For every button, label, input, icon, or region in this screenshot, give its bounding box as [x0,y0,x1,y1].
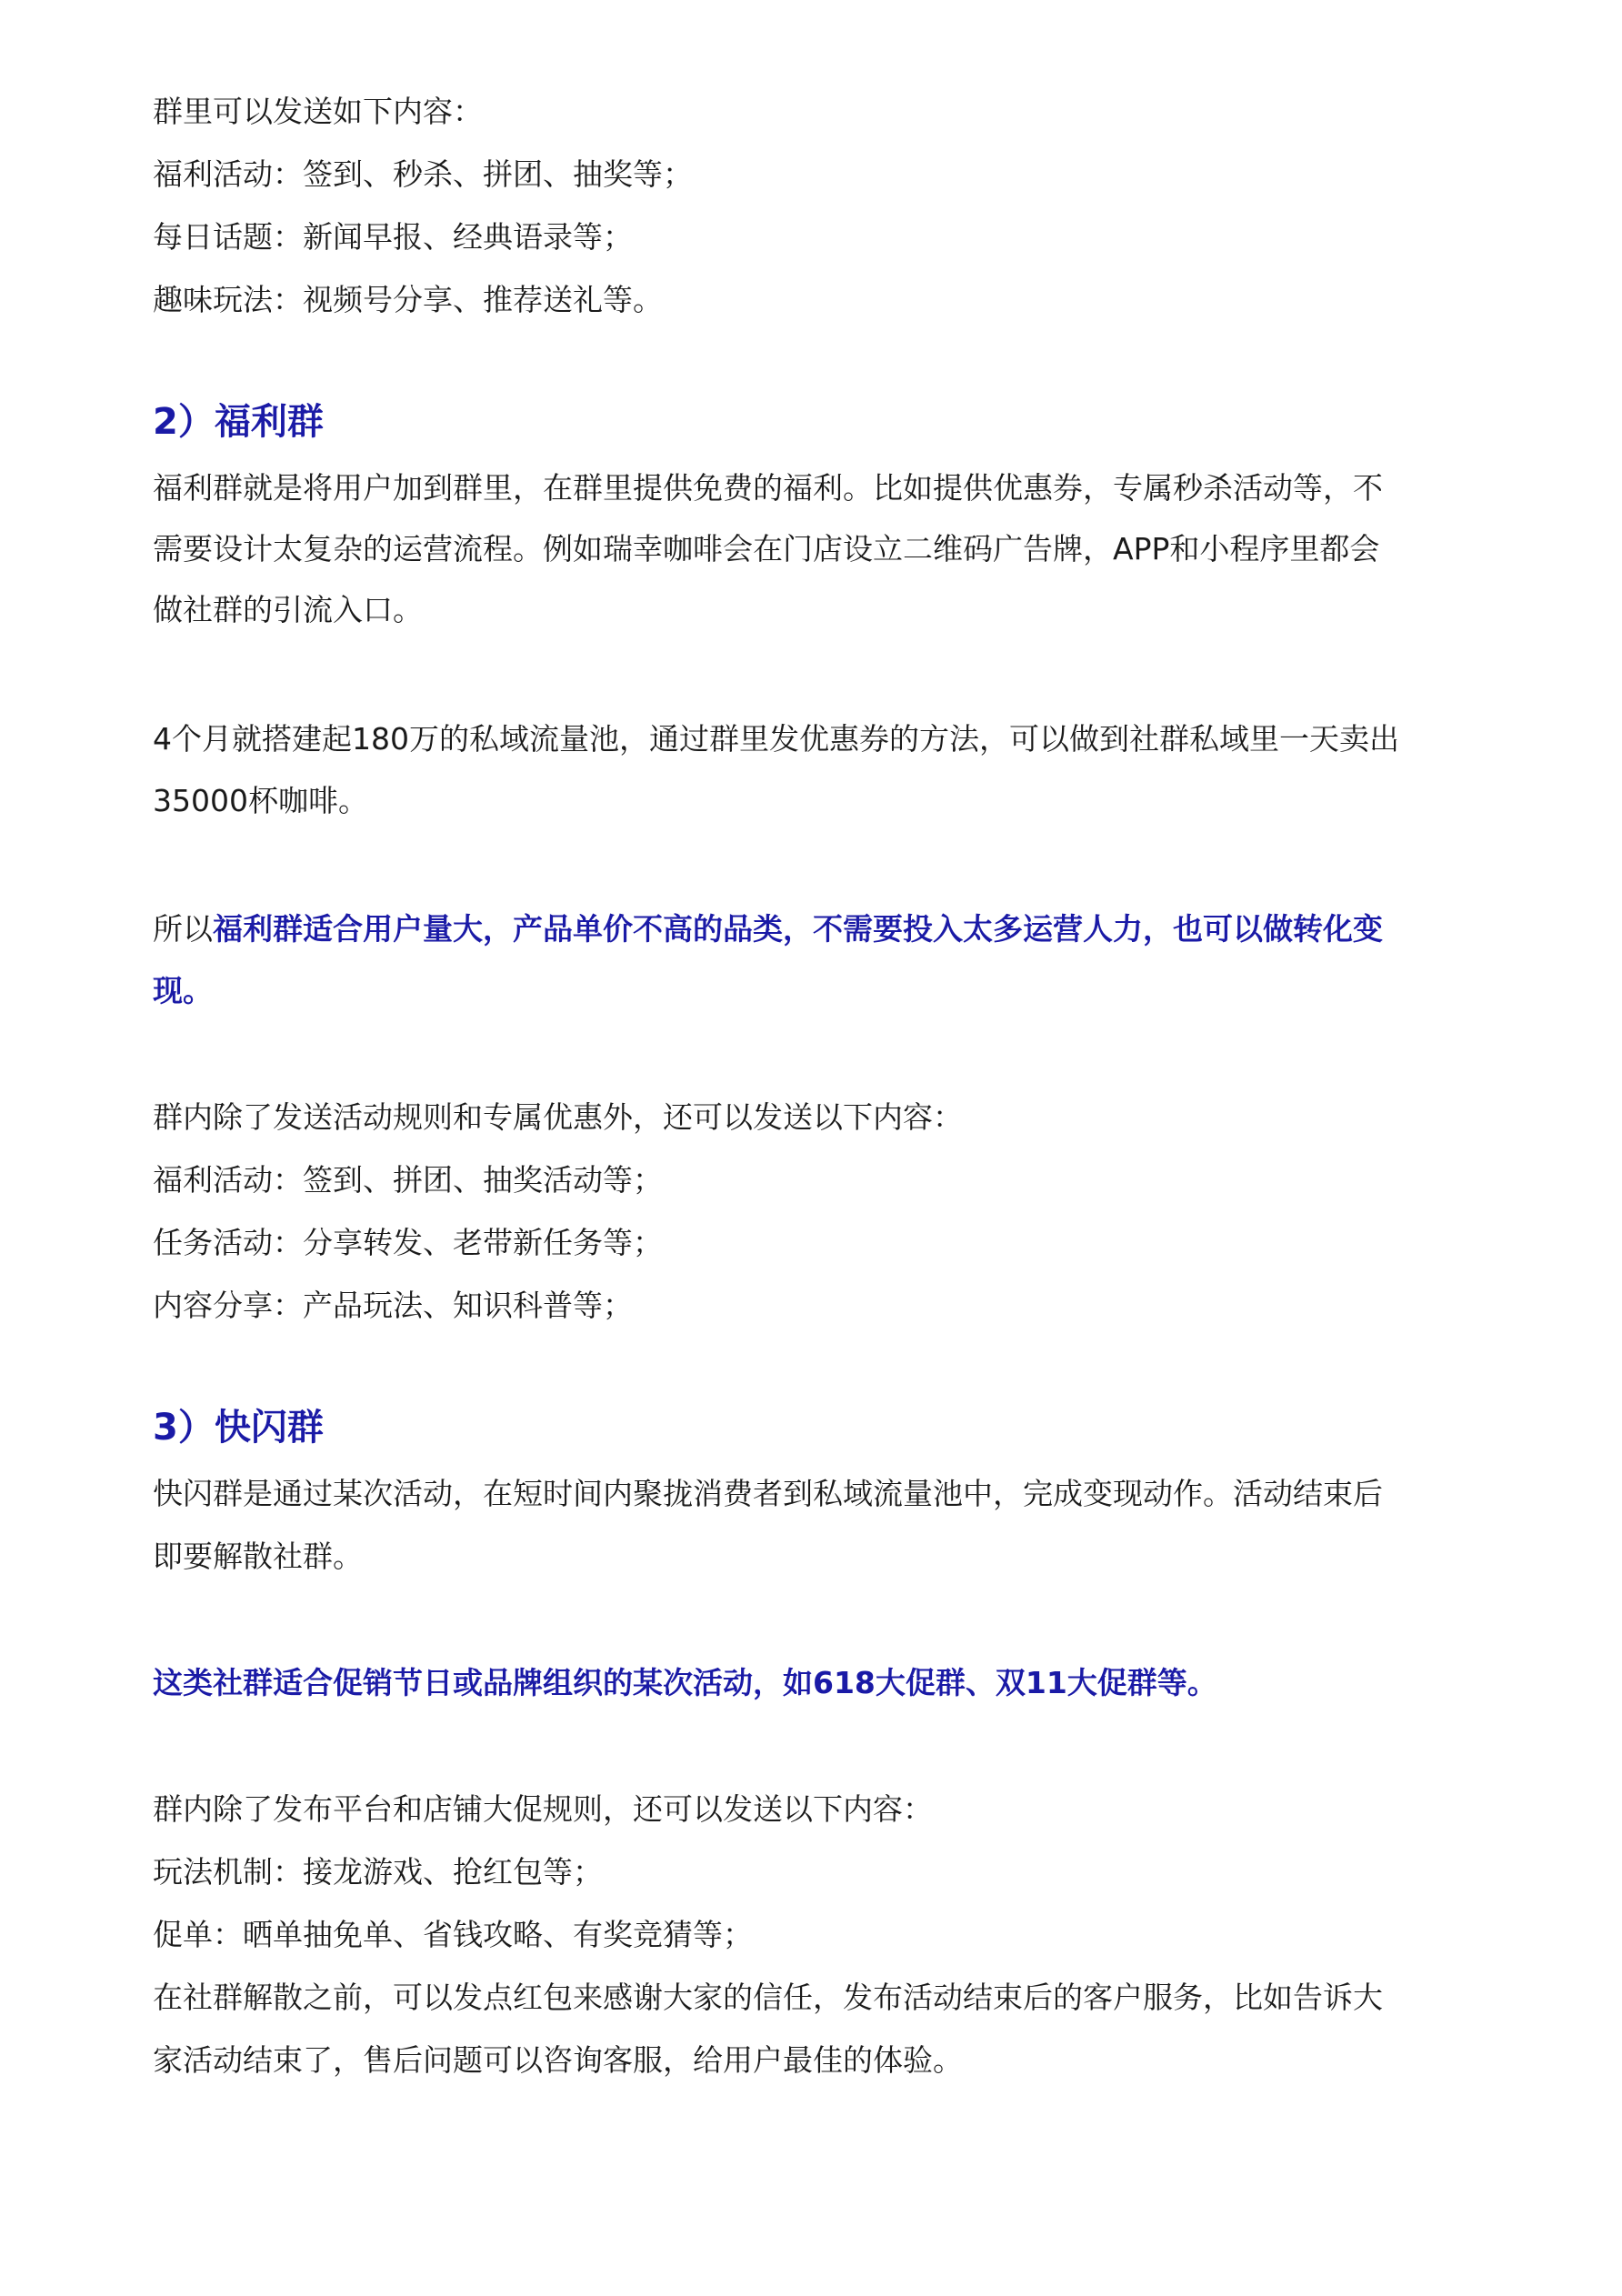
highlight-text: 福利群适合用户量大，产品单价不高的品类，不需要投入太多运营人力，也可以做转化变 [213,911,1383,947]
section2-item: 内容分享：产品玩法、知识科普等； [153,1288,633,1323]
section3-paragraph-line: 快闪群是通过某次活动，在短时间内聚拢消费者到私域流量池中，完成变现动作。活动结束后 [153,1476,1383,1511]
section2-highlight-line: 现。 [153,973,213,1008]
highlight-prefix: 所以 [153,911,213,947]
section-heading-flash-group: 3）快闪群 [153,1407,324,1449]
section-heading-welfare-group: 2）福利群 [153,401,324,443]
section3-lead: 群内除了发布平台和店铺大促规则，还可以发送以下内容： [153,1791,933,1827]
section3-highlight: 这类社群适合促销节日或品牌组织的某次活动，如618大促群、双11大促群等。 [153,1665,1217,1700]
section3-item: 促单：晒单抽免单、省钱攻略、有奖竞猜等； [153,1917,753,1952]
section3-closing-line: 家活动结束了，售后问题可以咨询客服，给用户最佳的体验。 [153,2042,963,2078]
section2-highlight-line [153,897,1480,961]
intro-item: 福利活动：签到、秒杀、拼团、抽奖等； [153,156,693,192]
intro-lead: 群里可以发送如下内容： [153,94,483,129]
section2-paragraph-line: 需要设计太复杂的运营流程。例如瑞幸咖啡会在门店设立二维码广告牌，APP和小程序里都会 [153,531,1380,566]
section2-item: 福利活动：签到、拼团、抽奖活动等； [153,1162,663,1198]
section2-paragraph-line: 福利群就是将用户加到群里，在群里提供免费的福利。比如提供优惠券，专属秒杀活动等，不 [153,470,1383,506]
section2-paragraph2-line: 35000杯咖啡。 [153,783,368,818]
section3-item: 玩法机制：接龙游戏、抢红包等； [153,1854,603,1890]
intro-item: 每日话题：新闻早报、经典语录等； [153,219,633,255]
section2-paragraph-line: 做社群的引流入口。 [153,592,423,627]
section3-closing-line: 在社群解散之前，可以发点红包来感谢大家的信任，发布活动结束后的客户服务，比如告诉大 [153,1980,1383,2015]
section2-paragraph2-line: 4个月就搭建起180万的私域流量池，通过群里发优惠券的方法，可以做到社群私域里一天卖出 [153,721,1399,757]
section2-item: 任务活动：分享转发、老带新任务等； [153,1225,663,1260]
section2-lead: 群内除了发送活动规则和专属优惠外，还可以发送以下内容： [153,1099,963,1135]
section3-paragraph-line: 即要解散社群。 [153,1539,363,1574]
intro-item: 趣味玩法：视频号分享、推荐送礼等。 [153,282,663,317]
